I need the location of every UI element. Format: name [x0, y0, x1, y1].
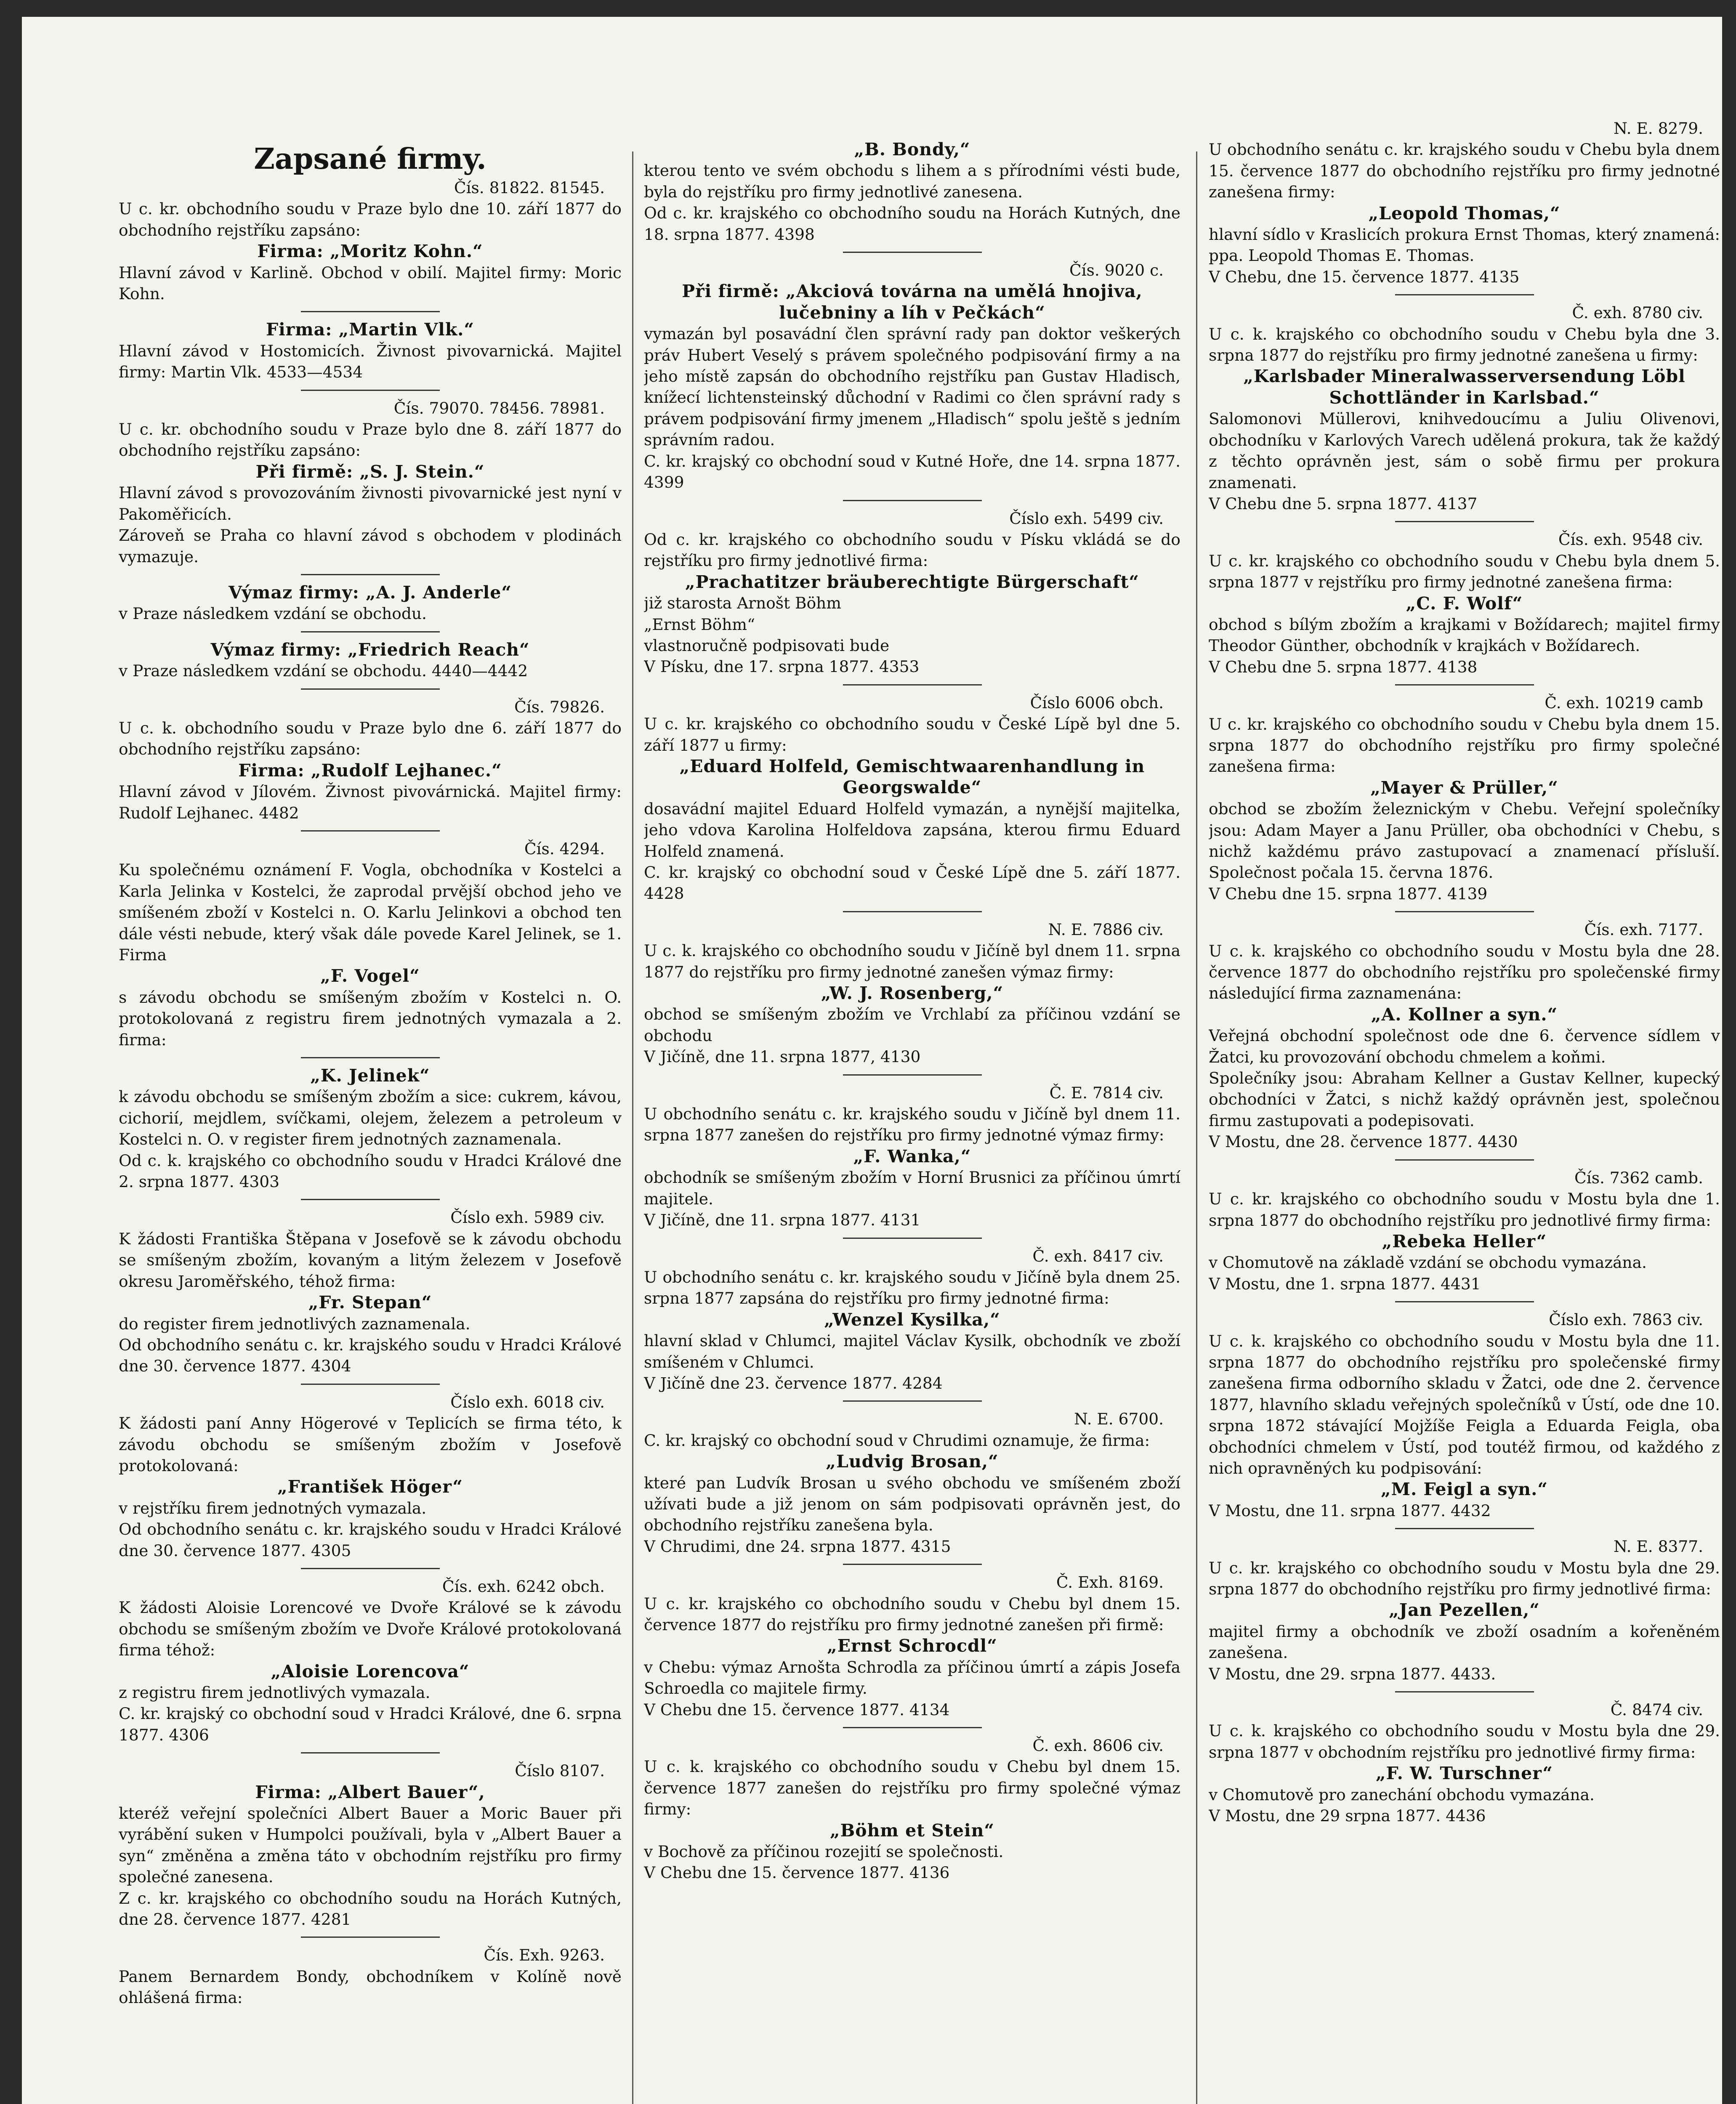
entry-text: majitel firmy a obchodník ve zboží osadním a kořeněném zanešena.	[1209, 1622, 1720, 1662]
entry-text: Panem Bernardem Bondy, obchodníkem v Kolíně nově ohlášená firma:	[119, 1967, 622, 2007]
column-divider	[1196, 151, 1197, 2104]
entry-text: U c. k. krajského co obchodního soudu v Mostu byla dne 28. července 1877 do obchodního rejstříku pro společenské firmy následující firma zaznamenána:	[1209, 941, 1720, 1003]
firm-name: „F. Vogel“	[320, 966, 420, 986]
entry-reference: Č. 8474 civ.	[1610, 1700, 1703, 1719]
registry-entry	[644, 692, 1180, 904]
entry-text: C. kr. krajský co obchodní soud v Chrudimi oznamuje, že firma:	[644, 1431, 1150, 1450]
entry-reference: Čís. 81822. 81545.	[454, 178, 605, 197]
registry-entry	[119, 639, 622, 682]
registry-entry	[119, 1065, 622, 1192]
firm-name: „F. W. Turschner“	[1376, 1763, 1553, 1784]
entry-text: V Písku, dne 17. srpna 1877. 4353	[644, 657, 920, 676]
entry-separator	[843, 500, 982, 501]
entry-text: v Chomutově pro zanechání obchodu vymazána.	[1209, 1785, 1595, 1804]
registry-entry	[119, 696, 622, 824]
firm-name: Při firmě: „Akciová továrna na umělá hnojiva, lučebniny a líh v Pečkách“	[682, 281, 1143, 323]
entry-separator	[1395, 911, 1534, 912]
registry-entry	[1209, 118, 1720, 287]
registry-entry	[1209, 692, 1720, 904]
registry-entry	[119, 1945, 622, 2008]
newspaper-page	[22, 17, 1722, 2104]
entry-separator	[301, 688, 440, 690]
entry-text: Salomonovi Müllerovi, knihvedoucímu a Juliu Olivenovi, obchodníku v Karlových Varech udělená prokura, tak že každý z těchto oprávněn jest, sám o sobě firmu per prokura znamenati.	[1209, 409, 1720, 492]
firm-name: Výmaz firmy: „Friedrich Reach“	[210, 639, 530, 660]
entry-text: v Chomutově na základě vzdání se obchodu vymazána.	[1209, 1253, 1647, 1272]
entry-reference: Číslo exh. 5989 civ.	[450, 1208, 605, 1227]
entry-reference: Č. exh. 8606 civ.	[1032, 1736, 1164, 1755]
firm-name: „František Höger“	[277, 1477, 463, 1497]
firm-name: „Aloisie Lorencova“	[271, 1661, 470, 1682]
registry-entry	[119, 1207, 622, 1376]
firm-name: „F. Wanka,“	[853, 1146, 971, 1166]
entry-text: V Mostu, dne 1. srpna 1877. 4431	[1209, 1274, 1481, 1293]
entry-reference: Čís. 7362 camb.	[1574, 1168, 1703, 1187]
column-1	[119, 124, 622, 2104]
entry-separator	[843, 1074, 982, 1076]
entry-text: z registru firem jednotlivých vymazala.	[119, 1683, 431, 1702]
entry-text: dosavádní majitel Eduard Holfeld vymazán, a nynější majitelka, jeho vdova Karolina Holfeldova zapsána, kterou firmu Eduard Holfeld znamená.	[644, 799, 1180, 861]
entry-text: v Praze následkem vzdání se obchodu. 4440—4442	[119, 661, 528, 680]
entry-text: V Jičíně, dne 11. srpna 1877, 4130	[644, 1047, 921, 1066]
entry-reference: Čís. exh. 7177.	[1584, 920, 1703, 939]
entry-text: Od obchodního senátu c. kr. krajského soudu v Hradci Králové dne 30. července 1877. 4305	[119, 1520, 622, 1560]
registry-entry	[644, 1246, 1180, 1394]
entry-text: U c. kr. obchodního soudu v Praze bylo dne 8. září 1877 do obchodního rejstříku zapsáno:	[119, 420, 622, 460]
entry-text: V Chebu dne 15. srpna 1877. 4139	[1209, 884, 1488, 903]
entry-text: Hlavní závod v Jílovém. Živnost pivovárnická. Majitel firmy: Rudolf Lejhanec. 4482	[119, 782, 622, 822]
registry-entry	[644, 139, 1180, 245]
entry-text: U c. k. krajského co obchodního soudu v Mostu byla dne 11. srpna 1877 do obchodního rejstříku pro společenské firmy zanešena firma odborního skladu v Žatci, ode dne 2. července 1877, hlavního skladu veřejných společníků v Ústí, ode dne 10. srpna 1872 stávající Mojžíše Feigla a Eduarda Feigla, oba obchodníci chmelem v Ústí, pod toutéž firmou, od každého z nich opravněných ku podpisování:	[1209, 1331, 1720, 1477]
registry-entry	[1209, 1699, 1720, 1826]
firm-name: Firma: „Martin Vlk.“	[266, 319, 475, 340]
entry-text: U c. k. krajského co obchodního soudu v Mostu byla dne 29. srpna 1877 v obchodním rejstříku pro jednotlivé firmy firma:	[1209, 1721, 1720, 1761]
entry-text: U c. kr. krajského co obchodního soudu v Mostu byla dne 29. srpna 1877 do obchodního rejstříku pro firmy jednotlivé firma:	[1209, 1558, 1720, 1598]
entry-text: kterou tento ve svém obchodu s lihem a s přírodními vésti bude, byla do rejstříku pro firmy jednotlivé zanesena.	[644, 161, 1180, 201]
entry-separator	[301, 830, 440, 832]
entry-text: Zároveň se Praha co hlavní závod s obchodem v plodinách vymazuje.	[119, 526, 622, 566]
entry-reference: N. E. 8377.	[1614, 1537, 1703, 1556]
firm-name: „W. J. Rosenberg,“	[821, 983, 1004, 1004]
entry-text: U c. k. krajského co obchodního soudu v Chebu byl dnem 15. července 1877 zanešen do rejstříku pro firmy společné výmaz firmy:	[644, 1757, 1180, 1819]
registry-entry	[644, 919, 1180, 1068]
entry-text: V Chebu dne 15. července 1877. 4134	[644, 1700, 950, 1719]
firm-name: Firma: „Rudolf Lejhanec.“	[238, 760, 502, 781]
entry-separator	[301, 1568, 440, 1569]
entry-separator	[301, 1057, 440, 1058]
entry-text: již starosta Arnošt Böhm	[644, 594, 841, 613]
firm-name: „C. F. Wolf“	[1406, 593, 1523, 614]
registry-entry	[119, 838, 622, 1050]
entry-separator	[301, 311, 440, 312]
entry-text: Od c. k. krajského co obchodního soudu v Hradci Králové dne 2. srpna 1877. 4303	[119, 1151, 622, 1191]
entry-text: Veřejná obchodní společnost ode dne 6. července sídlem v Žatci, ku provozování obchodu chmelem a koňmi.	[1209, 1026, 1720, 1066]
entry-text: U c. k. obchodního soudu v Praze bylo dne 6. září 1877 do obchodního rejstříku zapsáno:	[119, 718, 622, 759]
registry-entry	[119, 1760, 622, 1930]
entry-separator	[301, 1384, 440, 1385]
registry-entry	[119, 1392, 622, 1561]
entry-reference: Číslo 8107.	[515, 1761, 605, 1780]
entry-separator	[1395, 1301, 1534, 1302]
firm-name: Výmaz firmy: „A. J. Anderle“	[229, 582, 512, 603]
entry-reference: Čís. 79826.	[514, 697, 605, 716]
entry-separator	[843, 911, 982, 912]
entry-text: obchod se smíšeným zbožím ve Vrchlabí za příčinou vzdání se obchodu	[644, 1005, 1180, 1045]
registry-entry	[644, 1408, 1180, 1557]
registry-entry	[119, 1576, 622, 1745]
entry-text: v rejstříku firem jednotných vymazala.	[119, 1498, 427, 1517]
entry-text: V Chebu dne 15. července 1877. 4136	[644, 1863, 950, 1882]
firm-name: Firma: „Moritz Kohn.“	[257, 241, 483, 262]
firm-name: „Ernst Schrocdl“	[827, 1636, 997, 1656]
entry-text: Ku společnému oznámení F. Vogla, obchodníka v Kostelci a Karla Jelinka v Kostelci, že zaprodal prvější obchod jeho ve smíšeném zboží v Kostelci n. O. Karlu Jelinkovi a obchod ten dále vésti nebude, který však dále povede Karel Jelinek, se 1. Firma	[119, 861, 622, 964]
entry-reference: Číslo exh. 6018 civ.	[450, 1392, 605, 1411]
entry-text: Společníky jsou: Abraham Kellner a Gustav Kellner, kupecký obchodníci v Žatci, s nichž každý oprávněn jest, společnou firmu zastupovati a podepisovati.	[1209, 1069, 1720, 1130]
entry-reference: Č. Exh. 8169.	[1056, 1573, 1164, 1592]
entry-text: v Chebu: výmaz Arnošta Schrodla za příčinou úmrtí a zápis Josefa Schroedla co majitele firmy.	[644, 1658, 1180, 1698]
entry-text: V Jičíně dne 23. července 1877. 4284	[644, 1373, 943, 1392]
entry-text: kteréž veřejní společníci Albert Bauer a Moric Bauer při vyrábění suken v Humpolci používali, byla v „Albert Bauer a syn“ změněna a změna táto v obchodním rejstříku pro firmy společné zanesena.	[119, 1804, 622, 1886]
entry-separator	[301, 574, 440, 575]
entry-reference: Čís. 79070. 78456. 78981.	[393, 398, 605, 417]
entry-reference: Čís. Exh. 9263.	[484, 1946, 605, 1965]
entry-reference: Č. exh. 10219 camb	[1545, 693, 1703, 712]
entry-separator	[843, 1727, 982, 1728]
entry-reference: N. E. 7886 civ.	[1048, 920, 1164, 939]
entry-text: V Chebu dne 5. srpna 1877. 4137	[1209, 494, 1478, 513]
entry-separator	[843, 1238, 982, 1239]
firm-name: „Eduard Holfeld, Gemischtwaarenhandlung in Georgswalde“	[679, 756, 1145, 798]
entry-text: Od c. kr. krajského co obchodního soudu v Písku vkládá se do rejstříku pro firmy jednotlivé firma:	[644, 530, 1180, 570]
entry-text: Z c. kr. krajského co obchodního soudu na Horách Kutných, dne 28. července 1877. 4281	[119, 1889, 622, 1929]
registry-entry	[644, 508, 1180, 677]
registry-entry	[644, 1082, 1180, 1231]
registry-entry	[1209, 1309, 1720, 1521]
entry-text: V Mostu, dne 11. srpna 1877. 4432	[1209, 1501, 1491, 1520]
firm-name: „Rebeka Heller“	[1382, 1231, 1547, 1251]
firm-name: „Mayer & Prüller,“	[1370, 777, 1558, 798]
registry-entry	[119, 319, 622, 383]
registry-entry	[1209, 1536, 1720, 1684]
registry-entry	[1209, 302, 1720, 514]
entry-separator	[1395, 1528, 1534, 1529]
registry-entry	[1209, 529, 1720, 677]
entry-reference: Č. E. 7814 civ.	[1049, 1083, 1164, 1102]
firm-name: „Fr. Stepan“	[308, 1292, 432, 1313]
entry-text: U obchodního senátu c. kr. krajského soudu v Jičíně byla dnem 25. srpna 1877 zapsána do rejstříku pro firmy jednotné firma:	[644, 1267, 1180, 1308]
firm-name: „K. Jelinek“	[310, 1065, 430, 1086]
entry-text: hlavní sklad v Chlumci, majitel Václav Kysilk, obchodník ve zboží smíšeném v Chlumci.	[644, 1331, 1180, 1371]
firm-name: „Wenzel Kysilka,“	[824, 1309, 1000, 1330]
entry-text: V Mostu, dne 29. srpna 1877. 4433.	[1209, 1664, 1496, 1683]
firm-name: „Jan Pezellen,“	[1389, 1600, 1540, 1621]
page-heading: Zapsané firmy.	[254, 142, 487, 176]
entry-separator	[301, 1937, 440, 1938]
entry-reference: N. E. 8279.	[1614, 119, 1703, 138]
entry-reference: Číslo exh. 5499 civ.	[1009, 509, 1164, 528]
entry-text: U obchodního senátu c. kr. krajského soudu v Jičíně byl dnem 11. srpna 1877 zanešen do rejstříku pro firmy jednotné výmaz firmy:	[644, 1105, 1180, 1145]
firm-name: „Karlsbader Mineralwasserversendung Löbl Schottländer in Karlsbad.“	[1243, 366, 1685, 408]
entry-separator	[301, 1752, 440, 1753]
entry-reference: N. E. 6700.	[1074, 1410, 1164, 1429]
entry-separator	[843, 252, 982, 253]
entry-text: U c. kr. obchodního soudu v Praze bylo dne 10. září 1877 do obchodního rejstříku zapsáno:	[119, 199, 622, 239]
entry-separator	[301, 390, 440, 391]
entry-text: U obchodního senátu c. kr. krajského soudu v Chebu byla dnem 15. července 1877 do obchodního rejstříku pro firmy jednotné zanešena firmy:	[1209, 140, 1720, 202]
entry-separator	[301, 631, 440, 632]
entry-text: K žádosti paní Anny Högerové v Teplicích se firma této, k závodu obchodu se smíšeným zbožím v Josefově protokolovaná:	[119, 1414, 622, 1475]
entry-separator	[843, 1564, 982, 1565]
entry-text: obchod se zbožím železnickým v Chebu. Veřejní společníky jsou: Adam Mayer a Janu Prüller, oba obchodníci v Chebu, s nichž každému právo zastupovací a znamenací přísluší. Společnost počala 15. června 1876.	[1209, 800, 1720, 882]
entry-reference: Č. exh. 8417 civ.	[1032, 1246, 1164, 1265]
entry-reference: Čís. exh. 9548 civ.	[1558, 530, 1703, 549]
column-2	[644, 139, 1180, 2104]
firm-name: „Ludvig Brosan,“	[826, 1451, 999, 1472]
firm-name: „Prachatitzer bräuberechtigte Bürgerschaft“	[685, 571, 1139, 592]
entry-text: U c. kr. krajského co obchodního soudu v Chebu byl dnem 15. července 1877 do rejstříku pro firmy jednotné zanešen při firmě:	[644, 1594, 1180, 1634]
entry-separator	[843, 684, 982, 685]
entry-text: obchod s bílým zbožím a krajkami v Božídarech; majitel firmy Theodor Günther, obchodník v krajkách v Božídarech.	[1209, 615, 1720, 655]
firm-name: „M. Feigl a syn.“	[1381, 1479, 1548, 1500]
entry-text: vlastnoručně podpisovati bude	[644, 636, 890, 655]
entry-text: V Jičíně, dne 11. srpna 1877. 4131	[644, 1211, 921, 1230]
entry-reference: Číslo 6006 obch.	[1030, 693, 1164, 712]
entry-text: K žádosti Františka Štěpana v Josefově se k závodu obchodu se smíšeným zbožím, kovaným a litým železem v Josefově okresu Jaroměřského, téhož firma:	[119, 1229, 622, 1291]
entry-text: do register firem jednotlivých zaznamenala.	[119, 1314, 471, 1333]
entry-text: K žádosti Aloisie Lorencové ve Dvoře Králové se k závodu obchodu se smíšeným zbožím ve Dvoře Králové protokolovaná firma téhož:	[119, 1598, 622, 1660]
entry-reference: Čís. 4294.	[524, 839, 605, 858]
entry-text: Hlavní závod v Hostomicích. Živnost pivovarnická. Majitel firmy: Martin Vlk. 4533—4534	[119, 341, 622, 382]
registry-entry	[119, 177, 622, 304]
entry-separator	[1395, 1691, 1534, 1692]
registry-entry	[644, 260, 1180, 493]
registry-entry	[1209, 1167, 1720, 1294]
entry-text: V Chebu, dne 15. července 1877. 4135	[1209, 267, 1520, 286]
entry-text: vymazán byl posavádní člen správní rady pan doktor veškerých práv Hubert Veselý s právem společného podpisování firmy a na jeho místě zapsán do obchodního rejstříku pan Gustav Hladisch, knížecí lichtensteinský důchodní v Radimi co člen správní rady s právem podpisování firmy jmenem „Hladisch“ spolu ještě s jedním správním radou.	[644, 324, 1180, 449]
registry-entry	[644, 1572, 1180, 1720]
firm-name: „B. Bondy,“	[854, 139, 970, 159]
entry-text: Hlavní závod s provozováním živnosti pivovarnické jest nyní v Pakoměřicích.	[119, 483, 622, 523]
entry-text: V Mostu, dne 29 srpna 1877. 4436	[1209, 1806, 1486, 1825]
entry-separator	[1395, 521, 1534, 522]
entry-text: U c. k. krajského co obchodního soudu v Jičíně byl dnem 11. srpna 1877 do rejstříku pro firmy jednotné zanešen výmaz firmy:	[644, 941, 1180, 981]
firm-name: „A. Kollner a syn.“	[1371, 1004, 1558, 1025]
entry-text: které pan Ludvík Brosan u svého obchodu ve smíšeném zboží užívati bude a již jenom on sám podpisovati oprávněn jest, do obchodního rejstříku zanešena byla.	[644, 1473, 1180, 1535]
entry-text: Od c. kr. krajského co obchodního soudu na Horách Kutných, dne 18. srpna 1877. 4398	[644, 204, 1180, 244]
entry-text: U c. kr. krajského co obchodního soudu v Chebu byla dnem 15. srpna 1877 do obchodního rejstříku pro firmy společné zanešena firma:	[1209, 715, 1720, 776]
entry-text: hlavní sídlo v Kraslicích prokura Ernst Thomas, který znamená: ppa. Leopold Thomas E. Thomas.	[1209, 225, 1720, 265]
entry-text: v Praze následkem vzdání se obchodu.	[119, 604, 427, 623]
entry-separator	[1395, 1159, 1534, 1161]
entry-text: obchodník se smíšeným zbožím v Horní Brusnici za příčinou úmrtí majitele.	[644, 1168, 1180, 1208]
registry-entry	[644, 1735, 1180, 1884]
entry-text: C. kr. krajský co obchodní soud v České Lípě dne 5. září 1877. 4428	[644, 863, 1180, 903]
entry-text: k závodu obchodu se smíšeným zbožím a sice: cukrem, kávou, cichorií, mejdlem, svíčkami, olejem, železem a petroleum v Kostelci n. O. v register firem jednotných zaznamenala.	[119, 1087, 622, 1149]
entry-text: v Bochově za příčinou rozejití se společnosti.	[644, 1842, 1004, 1861]
firm-name: „Leopold Thomas,“	[1368, 203, 1561, 223]
entry-text: C. kr. krajský co obchodní soud v Hradci Králové, dne 6. srpna 1877. 4306	[119, 1704, 622, 1744]
entry-text: U c. kr. krajského co obchodního soudu v České Lípě byl dne 5. září 1877 u firmy:	[644, 715, 1180, 754]
firm-name: „Böhm et Stein“	[830, 1820, 994, 1841]
entry-text: V Chebu dne 5. srpna 1877. 4138	[1209, 657, 1478, 676]
entry-reference: Čís. 9020 c.	[1069, 261, 1164, 280]
entry-text: Od obchodního senátu c. kr. krajského soudu v Hradci Králové dne 30. července 1877. 4304	[119, 1335, 622, 1376]
registry-entry	[1209, 919, 1720, 1152]
entry-text: U c. kr. krajského co obchodního soudu v Chebu byla dnem 5. srpna 1877 v rejstříku pro firmy jednotné zanešena firma:	[1209, 551, 1720, 592]
entry-reference: Čís. exh. 6242 obch.	[442, 1577, 605, 1596]
entry-text: s závodu obchodu se smíšeným zbožím v Kostelci n. O. protokolovaná z registru firem jednotných vymazala a 2. firma:	[119, 988, 622, 1049]
entry-text: U c. k. krajského co obchodního soudu v Chebu byla dne 3. srpna 1877 do rejstříku pro firmy jednotné zanešena u firmy:	[1209, 324, 1720, 365]
column-3	[1209, 118, 1720, 2104]
entry-text: C. kr. krajský co obchodní soud v Kutné Hoře, dne 14. srpna 1877. 4399	[644, 452, 1180, 492]
entry-reference: Č. exh. 8780 civ.	[1572, 303, 1703, 322]
firm-name: Při firmě: „S. J. Stein.“	[255, 461, 485, 482]
registry-entry	[119, 582, 622, 624]
entry-text: V Chrudimi, dne 24. srpna 1877. 4315	[644, 1537, 951, 1556]
entry-separator	[843, 1400, 982, 1402]
entry-separator	[1395, 294, 1534, 295]
entry-text: U c. kr. krajského co obchodního soudu v Mostu byla dne 1. srpna 1877 do obchodního rejstříku pro jednotlivé firmy firma:	[1209, 1190, 1720, 1230]
entry-text: V Mostu, dne 28. července 1877. 4430	[1209, 1132, 1518, 1151]
column-divider	[632, 151, 633, 2104]
entry-text: Hlavní závod v Karlině. Obchod v obilí. Majitel firmy: Moric Kohn.	[119, 263, 622, 303]
entry-text: „Ernst Böhm“	[644, 615, 755, 634]
entry-reference: Číslo exh. 7863 civ.	[1549, 1310, 1703, 1329]
firm-name: Firma: „Albert Bauer“,	[255, 1782, 485, 1802]
entry-separator	[1395, 684, 1534, 685]
registry-entry	[119, 398, 622, 567]
entry-separator	[301, 1199, 440, 1200]
